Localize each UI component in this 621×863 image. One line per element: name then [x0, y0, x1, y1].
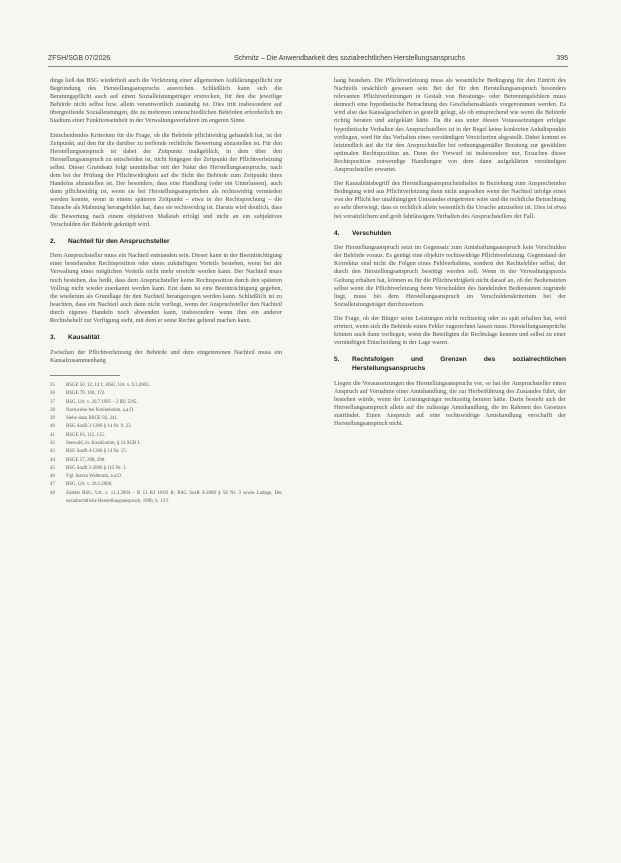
footnote: [50, 457, 282, 465]
footnote-number: 35: [50, 382, 55, 388]
section-title: Rechtsfolgen und Grenzen des sozialrechtlichen Herstellungsanspruchs: [352, 356, 566, 372]
paragraph: Der Kausalitätsbegriff des Herstellungsanspruchsinhaltes in Beziehung zum Ansprechenden Bedingung wird aus Pflichtverletzung dann nicht angesehen wenn der Nachteil infolge eines von der Pflicht her unabhängigen Umstandes eingetreten wäre und die rechtliche Betrachtung so sehr überwiegt, dass es rechtlich allein wesentlich die Ursache anzusehen ist. Dies ist etwa bei vorsätzlichem und grob fahrlässigem Verhalten des Anspruchstellers der Fall.: [334, 180, 566, 220]
left-column: [50, 77, 282, 506]
footnote-text: BSG SozR 4-1200 § 14 Nr. 15.: [66, 449, 127, 455]
footnote-text: Vgl. hierzu Wallerath, a.a.O.: [66, 474, 123, 480]
footnote-text: Seewald, in: KassKomm, § 14 SGB I.: [66, 440, 141, 446]
section-heading-3: [50, 334, 282, 343]
footnote: [50, 448, 282, 456]
footnote: [50, 490, 282, 507]
footnote-text: Nachweise bei Kreikebohm, a.a.O.: [66, 407, 135, 413]
section-number: 3.: [50, 334, 56, 342]
footnote-number: 48: [50, 490, 55, 496]
paragraph: Der Herstellungsanspruch setzt im Gegensatz zum Amtshaftungsanspruch kein Verschulden der Behörde voraus. Es genügt eine objektiv rechtswidrige Pflichtverletzung. Gegenstand der Korrektur sind nicht die Folgen eines Fehlverhaltens, sondern der Rechtsfehler selbst, der durch den Herstellungsanspruch beseitigt werden soll. Wenn in der Verwaltungspraxis Geltung erhalten hat, können es für die Pflichtwidrigkeit nicht darauf an, ob der Bediensteten selbst wenn die Pflichtverletzung beim Verschulden des handelnden Bediensteten zugrunde liegt, muss bei dem Herstellungsanspruch im Verschuldenskriterium bei der Sozialleistungsträger durchzusetzen.: [334, 244, 566, 308]
footnote: [50, 382, 282, 390]
footnote-text: Zuletzt BSG, Urt. v. 11.3.2004 – B 13 RJ 16/03 R; BSG SozR 4-2600 § 58 Nr. 3 sowie Ladage, Der sozialrechtliche Herstellungsanspruch, 1990, S. 13 f.: [66, 490, 282, 505]
footnote: [50, 465, 282, 473]
footnote: [50, 415, 282, 423]
page-number: 395: [556, 55, 568, 62]
paragraph: Dem Anspruchsteller muss ein Nachteil entstanden sein. Dieser kann in der Beeinträchtigung einer bestehenden Rechtsposition oder eines zukünftigen Vorteils bestehen, wenn bei der Verwaltung eines möglichen Vorteils nicht mehr erreicht werden kann. Der Nachteil muss noch bestehen, das heißt, dass dem Anspruchsteller keine Rechtsposition durch den späteren Vollzug nicht wieder zuerkannt werden kann. Erst dann ist eine Beeinträchtigung gegeben, die wiederum als Grundlage für den Nachteil herangezogen werden kann. Schließlich ist zu beachten, dass ein Nachteil auch dann nicht vorliegt, wenn der Anspruchsteller den Nachteil durch eigenes Handeln noch abwenden kann, insbesondere wenn ihm ein anderer Rechtsbehelf zur Verfügung steht, mit dem er seine Rechte geltend machen kann.: [50, 252, 282, 325]
footnote-number: 45: [50, 465, 55, 471]
paragraph: Die Frage, ob der Bürger seine Leistungen nicht rechtzeitig oder zu spät erhalten hat, wird erörtert, wenn sich die Behörde einen Fehler zugerechnet lassen muss. Herstellungsansprüche können auch dann vorliegen, wenn die Beteiligten die Rechtslage kennen und selbst zu einer vernünftigen Entscheidung in der Lage waren.: [334, 314, 566, 347]
footnote: [50, 399, 282, 407]
footnote: [50, 390, 282, 398]
footnote: [50, 473, 282, 481]
section-heading-4: [334, 230, 566, 239]
footnote-text: Siehe dazu BSGE 92, 241.: [66, 416, 119, 422]
footnote-number: 43: [50, 449, 55, 455]
header-divider: [48, 66, 568, 67]
footnote-text: BSG, Urt. v. 26.1.2000.: [66, 482, 113, 488]
footnote-divider: [50, 375, 120, 376]
footnote-text: BSG, Urt. v. 20.7.1995 – 2 RU 5/95.: [66, 399, 138, 405]
footnote: [50, 423, 282, 431]
footnote-number: 40: [50, 424, 55, 430]
footnote-text: BSGE 63, 112, 115.: [66, 432, 106, 438]
journal-reference: ZFSH/SGB 07/2026: [48, 55, 111, 62]
footnote-number: 38: [50, 407, 55, 413]
footnote-number: 44: [50, 457, 55, 463]
footnote: [50, 432, 282, 440]
footnote: [50, 481, 282, 489]
paragraph: Liegen die Voraussetzungen des Herstellungsanspruchs vor, so hat der Anspruchsteller einen Anspruch auf Vornahme einer Amtshandlung, die zur Herbeiführung des Zustandes führt, der bestehen würde, wenn der Leistungsträger rechtzeitig beraten hätte. Darin besteht sich der Herstellungsanspruch allein auf die zulässige Amtshandlung, die im Rahmen des Gesetzes stattfindet. Einen Anspruch auf eine rechtswidrige Amtshandlung verschafft der Herstellungsanspruch nicht.: [334, 379, 566, 427]
footnote-number: 36: [50, 391, 55, 397]
right-column: [334, 77, 566, 434]
footnote-number: 46: [50, 474, 55, 480]
paragraph: Entscheidendes Kriterium für die Frage, ob die Behörde pflichtwidrig gehandelt hat, ist der Zeitpunkt, auf den für die darüber zu treffende rechtliche Bewertung abzustellen ist. Für den Herstellungsanspruch ist dabei der Zeitpunkt maßgeblich, in dem über den Herstellungsanspruch zu entscheiden ist, nicht hingegen der Zeitpunkt der Pflichtverletzung selbst. Dieser Grundsatz folgt unmittelbar mit der Natur des Herstellungsanspruchs, nach dem bei der Prüfung der Pflichtwidrigkeit auf die Sicht der Behörde zum Zeitpunkt ihres Handelns abzustellen ist. Der besonders, dass eine Handlung (oder ein Unterlassen), auch dann pflichtwidrig ist, wenn sie bei Herstellungsansprüchen als rechtswidrig vermieden werden konnte, wenn in einem späteren Zeitpunkt – etwa in der Rechtsprechung – die Tatsache als Mahnung herangebildet hat, dass sie rechtswidrig ist. Daraus wird deutlich, dass die Bewertung nach einem objektiven Maßstab erfolgt und nicht an ein subjektives Verschulden der Behörde geknüpft wird.: [50, 131, 282, 228]
section-title: Kausalität: [68, 334, 100, 342]
section-title: Verschulden: [352, 229, 392, 237]
footnote-text: BSGE 57, 288, 290.: [66, 457, 106, 463]
section-title: Nachteil für den Anspruchsteller: [68, 237, 170, 245]
footnote-text: BSGE 50, 12, 14 f.; BSG, Urt. v. 6.3.2003.: [66, 382, 150, 388]
section-number: 5.: [334, 356, 340, 364]
footnote-text: BSG SozR 3-1200 § 14 Nr. 9, 23.: [66, 424, 132, 430]
footnote-number: 47: [50, 482, 55, 488]
section-heading-2: [50, 238, 282, 247]
section-heading-5: [334, 356, 566, 373]
running-title: Schmitz – Die Anwendbarkeit des sozialrechtlichen Herstellungsanspruchs: [234, 55, 466, 62]
footnote-text: BSG SozR 3-2600 § 115 Nr. 1.: [66, 465, 127, 471]
footnote: [50, 440, 282, 448]
footnote-text: BSGE 79, 168, 172.: [66, 391, 106, 397]
footnote-number: 41: [50, 432, 55, 438]
section-number: 2.: [50, 237, 56, 245]
footnote: [50, 407, 282, 415]
footnotes: [50, 382, 282, 506]
section-number: 4.: [334, 229, 340, 237]
paragraph: dings ließ das BSG wiederholt auch die Verletzung einer allgemeinen Aufklärungspflicht zur Begründung des Herstellungsanspruchs ausreichen. Schließlich kann sich die Beratungspflicht auch auf einen Sozialleistungsträger erstrecken, für den die jeweilige Behörde nicht selbst bzw. allein verantwortlich zuständig ist. Dies tritt insbesondere auf übergreifende Sozialleistungen, die zu mehreren unterschiedlichen Behörden erforderlich im Stadium einer Funktionseinheit in der Verwaltungsverfahren im engeren Sinne.: [50, 77, 282, 125]
footnote-number: 42: [50, 440, 55, 446]
footnote-number: 37: [50, 399, 55, 405]
paragraph: Zwischen der Pflichtverletzung der Behörde und dem eingetretenen Nachteil muss ein Kausalzusammenhang: [50, 348, 282, 364]
footnote-number: 39: [50, 416, 55, 422]
paragraph: hang bestehen. Die Pflichtverletzung muss als wesentliche Bedingung für den Eintritt des Nachteils ursächlich gewesen sein. Bei der für den Herstellungsanspruch besonders relevanten Pflichtverletzungen in Gestalt von Beratungs- oder Betreuungsfehlern muss dennoch eine hypothetische Betrachtung des Geschehensablaufs vorgenommen werden. Es wird also das Kausalgeschehen so gestellt gelegt, als ob entsprechend wie wenn die Behörde richtig beraten und aufgeklärt hätte. Da die aus unter diesen Voraussetzungen erfolgte hypothetische Verhalten des Anspruchstellers ist in der Regel keine konkreten Anhaltspunkte vorliegen, wird für das Verhalten eines verständigen Versicherten abgestellt. Dabei kommt es letztendlich auf die für den Anspruchsteller bei ordnungsgemäßer Beratung zur gewählten optimalen Rechtsposition an. Denn der Vorwurf ist insbesondere nur, Ersuchen dieser Rechtsposition notwendige Handlungen von dem dann aufgeklärten verständigen Anspruchsteller erwartet.: [334, 77, 566, 174]
